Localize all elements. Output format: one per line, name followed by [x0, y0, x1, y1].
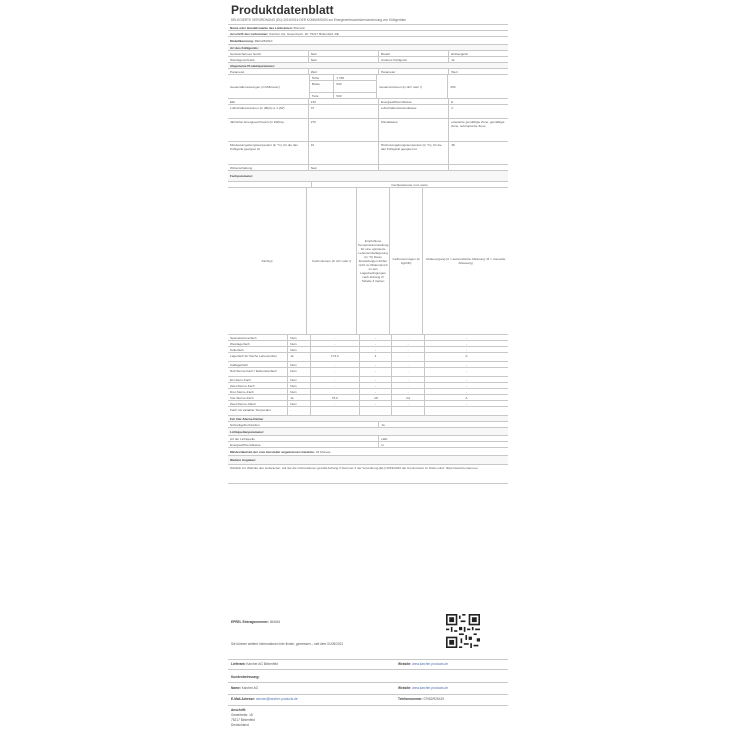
compartment-row — [228, 352, 508, 361]
compartment-value: - — [391, 389, 424, 394]
compartment-type: Zwei-Sterne-Fach — [230, 383, 255, 388]
compartment-group-header: Fachparameter und -werte — [228, 181, 508, 187]
compartment-present: Nein — [287, 362, 310, 367]
compartment-value: 4 — [359, 353, 392, 361]
general-param-row: Mindestumgebungstemperatur (in °C), für die das Kühlgerät geeignet ist 10 Höchstumgebungstemperatur (in °C), für die das Kühlgerät geeignet ist 38 — [228, 141, 508, 164]
email-link[interactable]: service@karcher-products.de — [255, 697, 298, 701]
compartment-value — [424, 407, 508, 415]
appliance-type-heading: Art des Kühlgeräts: — [228, 44, 508, 50]
compartment-value: - — [424, 389, 508, 394]
compartment-value: - — [310, 368, 359, 376]
supplier-value: Karcher AG Birkenfeld — [246, 662, 278, 666]
compartment-value: - — [359, 341, 392, 346]
name-value: Karcher AG — [241, 686, 259, 690]
further-info-text: Weblink zur Website des Lieferanten, auf der die Informationen gemäß Anhang II Nummer 4 der Verordnung (EU) 2019/2019 der Kommission zu finden sind: https://www.bomann.eu — [230, 465, 478, 470]
compartment-row — [228, 361, 508, 367]
data-table — [228, 24, 508, 484]
compartment-value: - — [424, 383, 508, 388]
website2-link[interactable]: www.karcher-products.de — [412, 686, 449, 690]
phone-label: Telefonnummer: — [398, 697, 423, 701]
compartment-value: 4,0 — [391, 395, 424, 400]
model-id-row — [228, 36, 508, 44]
supplier-name-value: Bomann — [293, 25, 306, 30]
name-label: Name: — [231, 686, 241, 690]
general-param-row: Jährlicher Energieverbrauch (in kWh/a) 270 Klimaklasse: erweiterte gemäßigte Zone, gemäßigte Zone, subtropische Zone — [228, 118, 508, 141]
compartment-value: - — [310, 341, 359, 346]
warranty-label: Mindestlaufzeit der vom Hersteller angebotenen Garantie: — [230, 449, 315, 454]
compartment-value: - — [359, 362, 392, 367]
compartment-value: - — [359, 335, 392, 340]
compartment-column-header: Fachtyp Fachvolumen (in dm³ oder l) Empfohlene Temperatureinstellung für eine optimierte Lebensmittellagerung (in °C) Diese Einstellungen dürfen nicht im Widerspruch zu den Lagerbedingungen nach Anhang IV Tabelle 3 stehen Gefriervermögen (in kg/24h) Abtauvorgang (A = automatische Abtauung; M = manuelle Abtauung) — [228, 187, 508, 334]
general-param-row: EEI 130 Energieeffizienzklasse E — [228, 98, 508, 104]
compartment-row — [228, 382, 508, 388]
compartment-rows — [228, 334, 508, 415]
compartment-value: - — [310, 362, 359, 367]
compartment-value: - — [391, 401, 424, 406]
compartment-row — [228, 334, 508, 340]
footer-note: Sie können weitere Informationen hier finden, gemessen – seit dem 01/05/2021 — [231, 642, 344, 646]
address-line: 75217 Birkenfeld — [231, 718, 255, 722]
general-param-row: Luftschallemissionen (in dB(A) re 1 pW) 37 Luftschallemissionsklasse C — [228, 104, 508, 118]
supplier-address-value: Karcher AG, Gewerbestr. 18, 75217 Birkenfeld, DE — [269, 31, 339, 36]
regulation-intro: DELEGIERTE VERORDNUNG (EU) 2019/2016 DER KOMMISSION zur Energieverbrauchskennzeichnung von Kühlgeräten — [231, 18, 407, 22]
compartment-present: Nein — [287, 341, 310, 346]
website2-label: Website: — [398, 686, 412, 690]
dimensions-row: Gesamtabmessungen (in Millimeter) Höhe 1 786 Breite 540 Tiefe 540 Gesamtvolumen (in dm³ oder l) 253 — [228, 74, 508, 98]
phone-value: 07082/925419 — [423, 697, 445, 701]
compartment-type: Drei-Sterne-Fach — [230, 389, 254, 394]
address-line: Gewerbestr. 18 — [231, 713, 253, 717]
compartment-value: - — [359, 347, 392, 352]
compartment-present: Nein — [287, 368, 310, 376]
compartment-value: A — [424, 353, 508, 361]
model-id-label: Modellkennung: — [230, 38, 254, 43]
compartment-value: - — [310, 335, 359, 340]
website-link[interactable]: www.karcher-products.de — [412, 662, 449, 666]
supplier-address-label: Anschrift des Lieferanten: — [230, 31, 269, 36]
qr-code-icon[interactable] — [446, 614, 480, 648]
compartment-present: Nein — [287, 335, 310, 340]
address-line: Deutschland — [231, 723, 249, 727]
supplier-label: Lieferant: — [231, 662, 246, 666]
compartment-value: - — [424, 377, 508, 382]
compartment-row — [228, 346, 508, 352]
compartment-type: Speisekammerfach — [230, 335, 257, 340]
compartment-value: - — [424, 347, 508, 352]
compartment-present: Nein — [287, 347, 310, 352]
product-data-sheet — [228, 0, 508, 610]
supplier-name-row — [228, 24, 508, 30]
compartment-type: Ein-Stern-Fach — [230, 377, 251, 382]
warranty-value: 24 Monate — [315, 449, 331, 454]
compartment-type: Kaltlagerfach — [230, 362, 249, 367]
compartment-value: - — [424, 341, 508, 346]
compartment-value: - — [359, 377, 392, 382]
compartment-present: Nein — [287, 401, 310, 406]
compartment-value: 78,0 — [310, 395, 359, 400]
compartment-value: - — [391, 335, 424, 340]
compartment-value: - — [310, 383, 359, 388]
compartment-value: - — [391, 362, 424, 367]
compartment-type: Zwei-Sterne-Abteil — [230, 401, 256, 406]
compartment-present: Nein — [287, 377, 310, 382]
compartment-value: - — [391, 377, 424, 382]
compartment-row — [228, 376, 508, 382]
compartment-params-heading: Fachparameter: — [228, 170, 508, 181]
four-star-row: Schnellgefrierfunktion Ja — [228, 421, 508, 427]
warranty-row — [228, 447, 508, 455]
general-param-row: Winterschaltung Nein — [228, 164, 508, 170]
compartment-type: Lagerfach für frische Lebensmittel — [230, 353, 277, 358]
compartment-present: Ja — [287, 395, 310, 400]
compartment-present: Nein — [287, 389, 310, 394]
four-star-heading: Für Vier-Sterne-Fächer — [228, 415, 508, 421]
further-info-row — [228, 464, 508, 483]
website-label: Website: — [398, 662, 412, 666]
supplier-address-row — [228, 30, 508, 36]
compartment-row — [228, 406, 508, 415]
compartment-value: - — [359, 383, 392, 388]
compartment-value: -18 — [359, 395, 392, 400]
compartment-type: Vier-Sterne-Fach — [230, 395, 254, 400]
further-info-heading: Weitere Angaben: — [228, 455, 508, 464]
compartment-value: - — [359, 401, 392, 406]
eprel-label: EPREL Eintragsnummer: — [231, 620, 269, 624]
light-source-row: Art der Lichtquelle LED — [228, 435, 508, 441]
compartment-value: - — [391, 383, 424, 388]
address-label: Anschrift: — [231, 708, 247, 712]
compartment-value: - — [424, 362, 508, 367]
compartment-value — [310, 407, 359, 415]
compartment-value: - — [424, 368, 508, 376]
compartment-type: Null-Sterne-Fach / Eisbereiterfach — [230, 368, 277, 373]
customer-service-title: Kundenbetreuung: — [231, 675, 260, 679]
compartment-type: Weinlagerfach — [230, 341, 250, 346]
compartment-value: - — [391, 347, 424, 352]
eprel-value: 364661 — [269, 620, 281, 624]
compartment-value: - — [391, 368, 424, 376]
appliance-type-row: Geräuscharmes Gerät Nein Bauart Einbaugerät — [228, 50, 508, 56]
email-label: E-Mail-Adresse: — [231, 697, 256, 701]
compartment-value: - — [424, 401, 508, 406]
compartment-value: - — [391, 353, 424, 361]
compartment-value — [391, 407, 424, 415]
general-params-header: Parameter Wert Parameter Wert — [228, 68, 508, 74]
compartment-row — [228, 394, 508, 400]
compartment-type: Kellerfach — [230, 347, 244, 352]
page-title: Produktdatenblatt — [231, 3, 334, 17]
compartment-present: Ja — [287, 353, 310, 361]
supplier-name-label: Name oder Handelsmarke des Lieferanten: — [230, 25, 293, 30]
compartment-value: - — [310, 401, 359, 406]
compartment-row — [228, 340, 508, 346]
model-id-value: ZEIGZ51610 — [254, 38, 273, 43]
compartment-row — [228, 400, 508, 406]
light-source-row: Energieeffizienzklasse G — [228, 441, 508, 447]
compartment-value: - — [359, 368, 392, 376]
compartment-value: - — [359, 389, 392, 394]
light-source-heading: Lichtquellenparameter: — [228, 427, 508, 435]
appliance-type-row: Weinlagerschrank Nein Anderes Kühlgerät Ja — [228, 56, 508, 62]
compartment-value — [359, 407, 392, 415]
compartment-value: - — [310, 347, 359, 352]
compartment-value: - — [310, 389, 359, 394]
compartment-type: Fach mit variabler Temperatur — [230, 407, 272, 412]
compartment-value: A — [424, 395, 508, 400]
compartment-value: - — [391, 341, 424, 346]
compartment-present: Nein — [287, 383, 310, 388]
compartment-value: - — [424, 335, 508, 340]
compartment-row — [228, 388, 508, 394]
compartment-value: 173,0 — [310, 353, 359, 361]
compartment-value: - — [310, 377, 359, 382]
compartment-present: - — [287, 407, 310, 415]
general-params-heading: Allgemeine Produktparameter: — [228, 62, 508, 68]
compartment-row — [228, 367, 508, 376]
